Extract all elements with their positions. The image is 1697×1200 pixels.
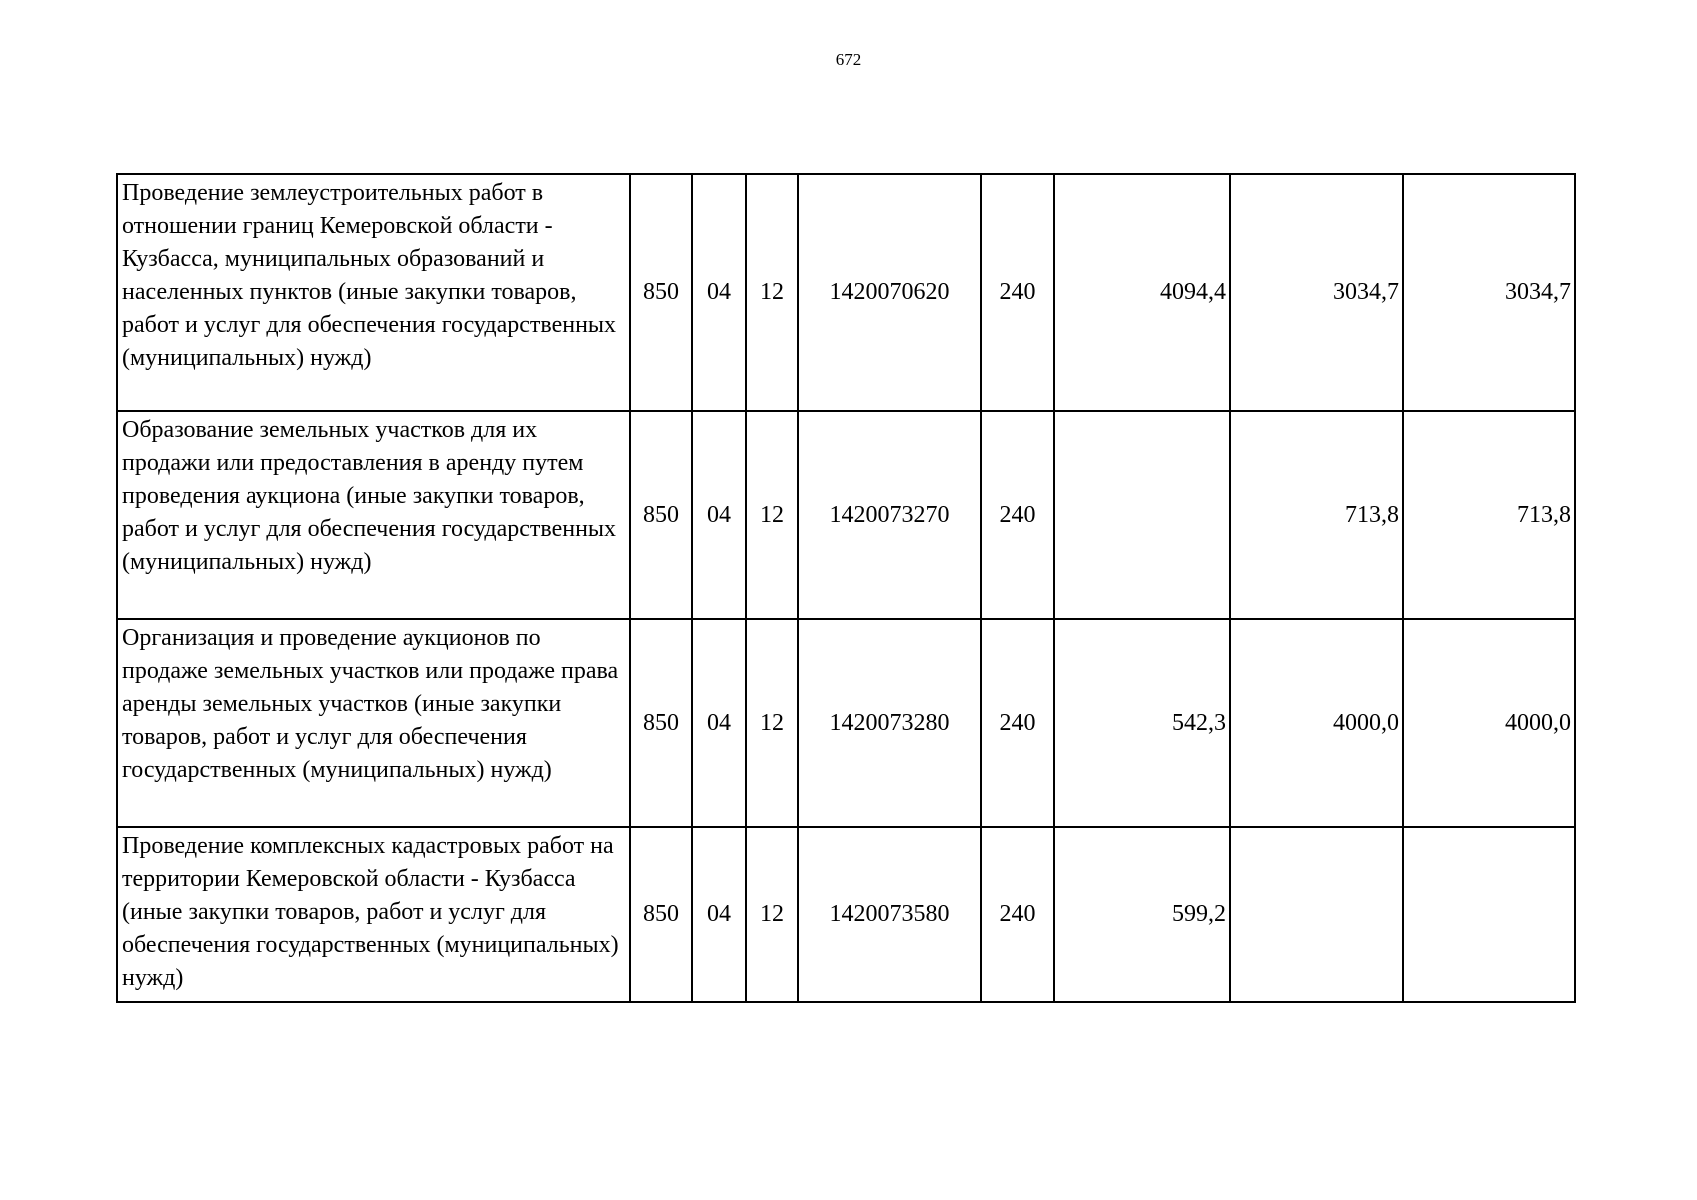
section-code: 04 xyxy=(692,619,746,827)
row-description: Проведение землеустроительных работ в отношении границ Кемеровской области - Кузбасса, муниципальных образований и населенных пунктов (иные закупки товаров, работ и услуг для обеспечения государственных (муниципальных) нужд) xyxy=(117,174,630,411)
expense-type-code: 240 xyxy=(981,827,1054,1002)
amount-2: 713,8 xyxy=(1230,411,1403,619)
amount-3: 3034,7 xyxy=(1403,174,1575,411)
ministry-code: 850 xyxy=(630,174,692,411)
expense-type-code: 240 xyxy=(981,174,1054,411)
row-description: Образование земельных участков для их продажи или предоставления в аренду путем проведения аукциона (иные закупки товаров, работ и услуг для обеспечения государственных (муниципальных) нужд) xyxy=(117,411,630,619)
amount-1 xyxy=(1054,411,1230,619)
target-item-code: 1420073580 xyxy=(798,827,981,1002)
budget-table xyxy=(116,173,1576,1003)
row-description: Организация и проведение аукционов по продаже земельных участков или продаже права аренды земельных участков (иные закупки товаров, работ и услуг для обеспечения государственных (муниципальных) нужд) xyxy=(117,619,630,827)
subsection-code: 12 xyxy=(746,411,798,619)
subsection-code: 12 xyxy=(746,827,798,1002)
subsection-code: 12 xyxy=(746,174,798,411)
amount-2 xyxy=(1230,827,1403,1002)
expense-type-code: 240 xyxy=(981,411,1054,619)
table-row xyxy=(117,619,1575,827)
amount-3: 4000,0 xyxy=(1403,619,1575,827)
subsection-code: 12 xyxy=(746,619,798,827)
table-row xyxy=(117,411,1575,619)
amount-3: 713,8 xyxy=(1403,411,1575,619)
section-code: 04 xyxy=(692,827,746,1002)
page-number: 672 xyxy=(835,50,862,69)
amount-2: 4000,0 xyxy=(1230,619,1403,827)
target-item-code: 1420070620 xyxy=(798,174,981,411)
expense-type-code: 240 xyxy=(981,619,1054,827)
ministry-code: 850 xyxy=(630,827,692,1002)
amount-1: 542,3 xyxy=(1054,619,1230,827)
section-code: 04 xyxy=(692,411,746,619)
amount-2: 3034,7 xyxy=(1230,174,1403,411)
target-item-code: 1420073270 xyxy=(798,411,981,619)
row-description: Проведение комплексных кадастровых работ на территории Кемеровской области - Кузбасса (иные закупки товаров, работ и услуг для обеспечения государственных (муниципальных) нужд) xyxy=(117,827,630,1002)
table-row xyxy=(117,827,1575,1002)
table-row xyxy=(117,174,1575,411)
target-item-code: 1420073280 xyxy=(798,619,981,827)
ministry-code: 850 xyxy=(630,619,692,827)
amount-1: 599,2 xyxy=(1054,827,1230,1002)
section-code: 04 xyxy=(692,174,746,411)
amount-1: 4094,4 xyxy=(1054,174,1230,411)
amount-3 xyxy=(1403,827,1575,1002)
ministry-code: 850 xyxy=(630,411,692,619)
